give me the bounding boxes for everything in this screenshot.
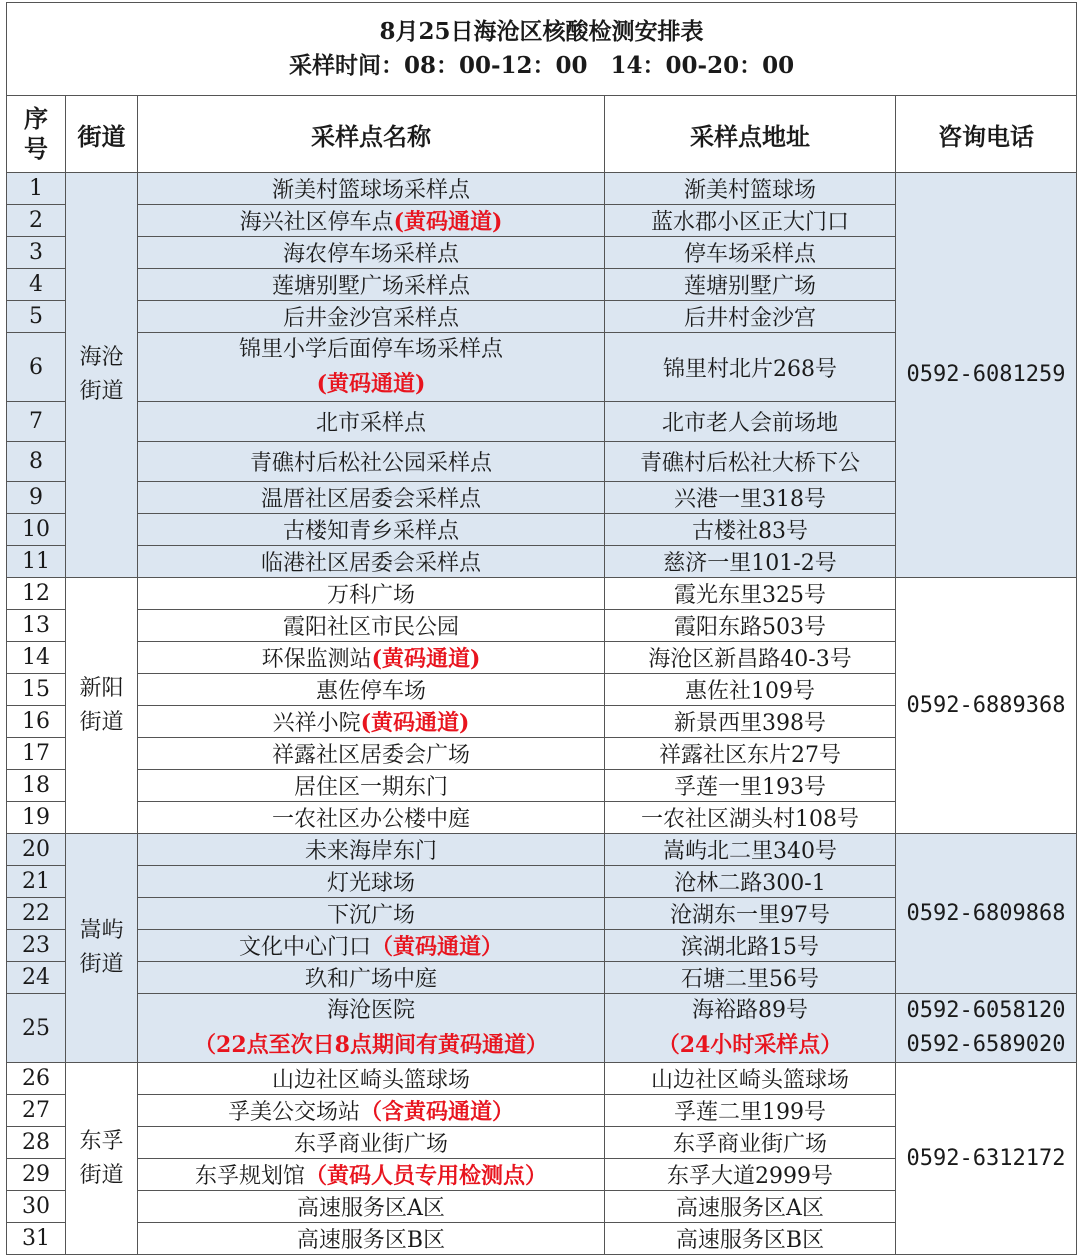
site-name: 居住区一期东门 (293, 775, 448, 800)
seq-cell: 19 (7, 802, 66, 834)
seq-cell: 29 (7, 1159, 66, 1191)
table-title (7, 3, 1077, 96)
site-address-cell: 一农社区湖头村108号 (605, 802, 896, 834)
site-name: 未来海岸东门 (304, 839, 437, 864)
seq-cell: 21 (7, 866, 66, 898)
site-name-cell (138, 994, 605, 1063)
site-address-note: （24小时采样点） (657, 1032, 843, 1058)
site-name: 霞阳社区市民公园 (282, 615, 459, 640)
seq-cell: 22 (7, 898, 66, 930)
street-cell (66, 578, 138, 834)
site-name: 玖和广场中庭 (304, 967, 437, 992)
header-seq (7, 96, 66, 173)
seq-cell: 4 (7, 269, 66, 301)
site-name-cell (138, 706, 605, 738)
site-name-cell (138, 578, 605, 610)
title-line-1: 8月25日海沧区核酸检测安排表 (379, 18, 704, 45)
site-address-cell: 滨湖北路15号 (605, 930, 896, 962)
site-address-cell: 沧湖东一里97号 (605, 898, 896, 930)
site-name-cell (138, 1127, 605, 1159)
street-cell (66, 834, 138, 1063)
site-name-cell (138, 237, 605, 269)
header-street: 街道 (66, 96, 138, 173)
site-address-cell: 锦里村北片268号 (605, 333, 896, 402)
seq-cell: 10 (7, 514, 66, 546)
site-name-cell (138, 333, 605, 402)
seq-cell: 16 (7, 706, 66, 738)
site-name-cell (138, 205, 605, 237)
site-name-cell (138, 834, 605, 866)
header-seq-text: 序号 (23, 104, 48, 163)
phone-cell: 0592-6889368 (896, 578, 1077, 834)
phone-cell: 0592-6809868 (896, 834, 1077, 994)
seq-cell: 26 (7, 1063, 66, 1095)
site-address-cell: 山边社区崎头篮球场 (605, 1063, 896, 1095)
site-address-cell: 古楼社83号 (605, 514, 896, 546)
site-address-cell: 石塘二里56号 (605, 962, 896, 994)
site-name-cell (138, 1159, 605, 1191)
header-phone: 咨询电话 (896, 96, 1077, 173)
site-note: （黄码人员专用检测点） (305, 1163, 548, 1189)
seq-cell: 28 (7, 1127, 66, 1159)
site-name-cell (138, 1063, 605, 1095)
street-cell (66, 1063, 138, 1255)
site-address-cell: 蓝水郡小区正大门口 (605, 205, 896, 237)
seq-cell: 27 (7, 1095, 66, 1127)
site-address-cell: 青礁村后松社大桥下公 (605, 442, 896, 482)
site-address-cell: 新景西里398号 (605, 706, 896, 738)
site-name: 万科广场 (326, 583, 415, 608)
site-name-cell (138, 610, 605, 642)
site-name: 兴祥小院 (272, 711, 361, 736)
site-name-cell (138, 930, 605, 962)
site-name: 北市采样点 (315, 411, 426, 436)
site-name: 惠佐停车场 (315, 679, 426, 704)
street-text: 海沧街道 (79, 345, 124, 404)
site-name: 锦里小学后面停车场采样点 (238, 337, 503, 362)
site-address-cell: 高速服务区B区 (605, 1223, 896, 1255)
site-name: 环保监测站 (261, 647, 372, 672)
schedule-table (6, 2, 1077, 1255)
phone-cell: 0592-6312172 (896, 1063, 1077, 1255)
site-address: 海裕路89号 (692, 998, 808, 1023)
header-site-name: 采样点名称 (138, 96, 605, 173)
table-row (7, 994, 1077, 1063)
site-name-cell (138, 770, 605, 802)
site-name-cell (138, 898, 605, 930)
site-name: 东孚规划馆 (194, 1164, 305, 1189)
seq-cell: 18 (7, 770, 66, 802)
seq-cell: 5 (7, 301, 66, 333)
site-name-cell (138, 546, 605, 578)
street-text: 东孚街道 (79, 1128, 124, 1188)
site-name: 一农社区办公楼中庭 (271, 807, 470, 832)
site-address-cell: 莲塘别墅广场 (605, 269, 896, 301)
seq-cell: 31 (7, 1223, 66, 1255)
site-name: 临港社区居委会采样点 (260, 551, 481, 576)
site-name-cell (138, 962, 605, 994)
site-address-cell: 孚莲一里193号 (605, 770, 896, 802)
site-name: 孚美公交场站 (227, 1100, 360, 1125)
site-name: 后井金沙宫采样点 (282, 306, 459, 331)
seq-cell: 2 (7, 205, 66, 237)
site-name-cell (138, 866, 605, 898)
seq-cell: 9 (7, 482, 66, 514)
header-row (7, 96, 1077, 173)
site-name: 高速服务区B区 (296, 1228, 446, 1253)
site-name-cell (138, 301, 605, 333)
site-name-cell (138, 802, 605, 834)
table-row (7, 1063, 1077, 1095)
street-text: 新阳街道 (79, 675, 124, 735)
site-name-cell (138, 514, 605, 546)
table-row (7, 173, 1077, 205)
site-name: 温厝社区居委会采样点 (260, 487, 481, 512)
site-note: (黄码通道) (393, 209, 503, 235)
site-name-cell (138, 642, 605, 674)
site-note: (黄码通道) (316, 371, 426, 397)
site-name: 文化中心门口 (238, 935, 371, 960)
phone-cell: 0592-6081259 (896, 173, 1077, 578)
site-name-cell (138, 482, 605, 514)
seq-cell: 24 (7, 962, 66, 994)
title-line-2: 采样时间：08：00-12：00 14：00-20：00 (288, 52, 795, 79)
seq-cell: 1 (7, 173, 66, 205)
site-name-cell (138, 173, 605, 205)
site-name: 灯光球场 (326, 871, 415, 896)
seq-cell: 11 (7, 546, 66, 578)
table-row (7, 834, 1077, 866)
site-name: 渐美村篮球场采样点 (271, 178, 470, 203)
site-address-cell: 北市老人会前场地 (605, 402, 896, 442)
seq-cell: 23 (7, 930, 66, 962)
site-name: 山边社区崎头篮球场 (271, 1068, 470, 1093)
phone-1: 0592-6058120 (906, 998, 1066, 1023)
site-address-cell (605, 994, 896, 1063)
site-address-cell: 停车场采样点 (605, 237, 896, 269)
seq-cell: 17 (7, 738, 66, 770)
seq-cell: 7 (7, 402, 66, 442)
site-name-cell (138, 269, 605, 301)
seq-cell: 8 (7, 442, 66, 482)
site-name: 海兴社区停车点 (239, 210, 394, 235)
seq-cell: 25 (7, 994, 66, 1063)
site-address-cell: 霞光东里325号 (605, 578, 896, 610)
site-address-cell: 海沧区新昌路40-3号 (605, 642, 896, 674)
site-name: 东孚商业街广场 (293, 1132, 448, 1157)
site-address-cell: 惠佐社109号 (605, 674, 896, 706)
seq-cell: 13 (7, 610, 66, 642)
site-name-cell (138, 442, 605, 482)
site-name: 下沉广场 (326, 903, 415, 928)
site-address-cell: 慈济一里101-2号 (605, 546, 896, 578)
site-note: (黄码通道) (371, 646, 481, 672)
site-address-cell: 祥露社区东片27号 (605, 738, 896, 770)
street-cell (66, 173, 138, 578)
street-text: 嵩屿街道 (79, 918, 124, 977)
site-name-cell (138, 1095, 605, 1127)
seq-cell: 14 (7, 642, 66, 674)
site-address-cell: 渐美村篮球场 (605, 173, 896, 205)
site-address-cell: 沧林二路300-1 (605, 866, 896, 898)
table-row (7, 578, 1077, 610)
seq-cell: 20 (7, 834, 66, 866)
phone-2: 0592-6589020 (906, 1032, 1066, 1057)
seq-cell: 30 (7, 1191, 66, 1223)
site-address-cell: 后井村金沙宫 (605, 301, 896, 333)
site-note: (黄码通道) (360, 710, 470, 736)
site-address-cell: 孚莲二里199号 (605, 1095, 896, 1127)
seq-cell: 15 (7, 674, 66, 706)
site-name-cell (138, 1191, 605, 1223)
seq-cell: 6 (7, 333, 66, 402)
site-name-cell (138, 674, 605, 706)
site-name-cell (138, 402, 605, 442)
site-name: 古楼知青乡采样点 (282, 519, 459, 544)
site-note: （22点至次日8点期间有黄码通道） (194, 1032, 548, 1058)
site-note: （含黄码通道） (360, 1099, 515, 1125)
site-address-cell: 兴港一里318号 (605, 482, 896, 514)
site-address-cell: 东孚大道2999号 (605, 1159, 896, 1191)
site-address-cell: 嵩屿北二里340号 (605, 834, 896, 866)
site-note: （黄码通道） (371, 934, 504, 960)
site-name: 海沧医院 (326, 998, 415, 1023)
site-name: 高速服务区A区 (297, 1196, 445, 1221)
site-name: 莲塘别墅广场采样点 (271, 274, 470, 299)
site-name: 海农停车场采样点 (282, 242, 459, 267)
site-name: 祥露社区居委会广场 (271, 743, 470, 768)
seq-cell: 12 (7, 578, 66, 610)
site-address-cell: 霞阳东路503号 (605, 610, 896, 642)
seq-cell: 3 (7, 237, 66, 269)
site-address-cell: 东孚商业街广场 (605, 1127, 896, 1159)
phone-cell (896, 994, 1077, 1063)
site-name: 青礁村后松社公园采样点 (249, 451, 492, 476)
site-name-cell (138, 738, 605, 770)
header-site-address: 采样点地址 (605, 96, 896, 173)
site-address-cell: 高速服务区A区 (605, 1191, 896, 1223)
